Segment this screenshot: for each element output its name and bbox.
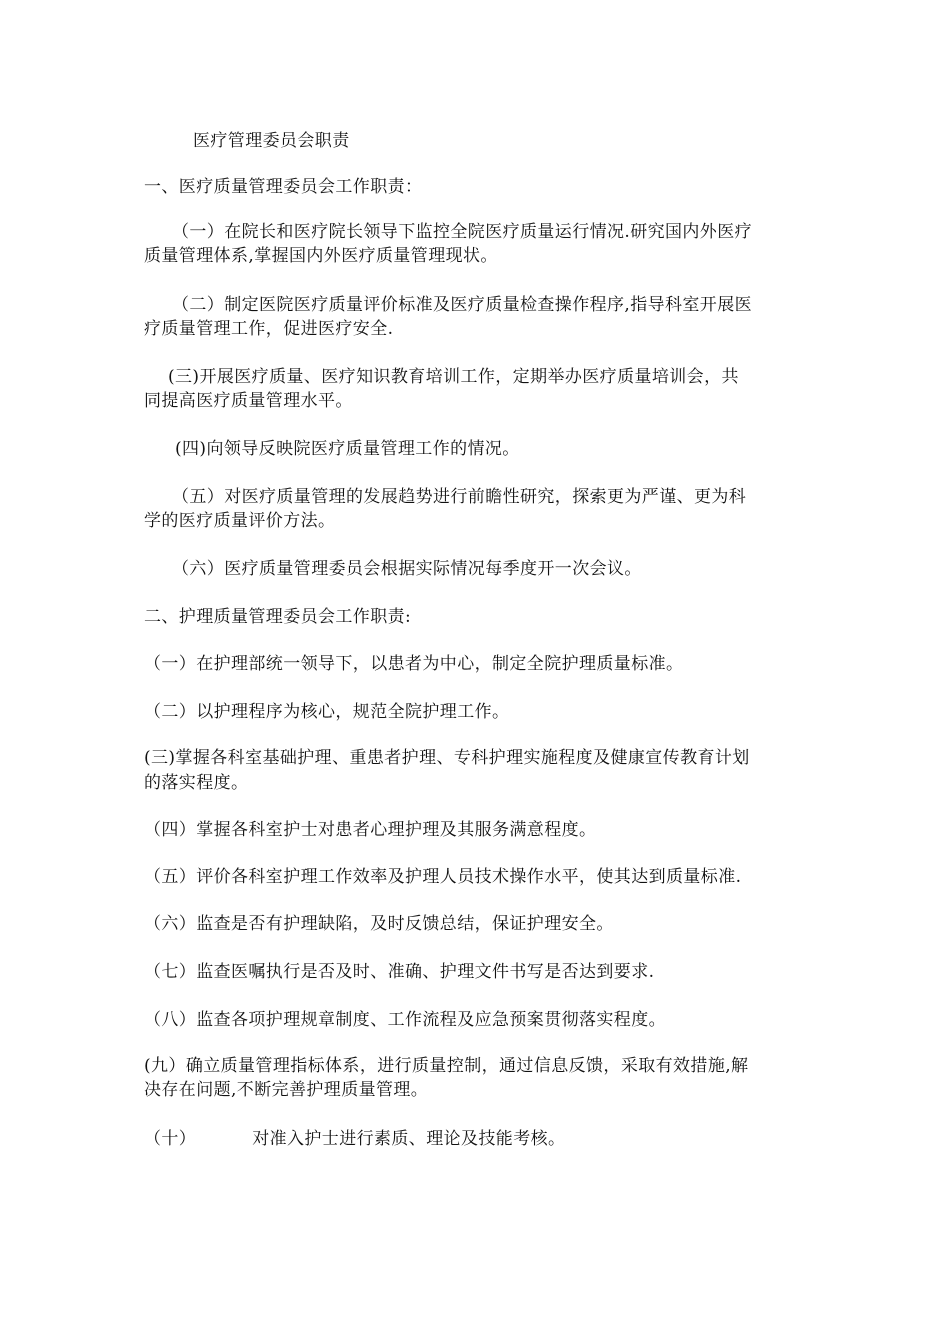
paragraph-line: （六）监查是否有护理缺陷，及时反馈总结，保证护理安全。 xyxy=(144,914,614,934)
paragraph-line: （五）对医疗质量管理的发展趋势进行前瞻性研究，探索更为严谨、更为科 xyxy=(172,487,747,507)
paragraph-line: （二）以护理程序为核心，规范全院护理工作。 xyxy=(144,702,510,722)
paragraph-line: （一）在护理部统一领导下，以患者为中心，制定全院护理质量标准。 xyxy=(144,654,684,674)
section-heading: 一、医疗质量管理委员会工作职责： xyxy=(144,177,423,197)
paragraph-line: 学的医疗质量评价方法。 xyxy=(144,511,336,531)
paragraph-line xyxy=(144,1126,565,1152)
paragraph-line: 的落实程度。 xyxy=(144,773,249,793)
paragraph-line: （七）监查医嘱执行是否及时、准确、护理文件书写是否达到要求. xyxy=(144,962,655,982)
paragraph-line: (三)掌握各科室基础护理、重患者护理、专科护理实施程度及健康宣传教育计划 xyxy=(144,748,750,768)
item-text: 对准入护士进行素质、理论及技能考核。 xyxy=(252,1129,566,1149)
paragraph-line: （八）监查各项护理规章制度、工作流程及应急预案贯彻落实程度。 xyxy=(144,1010,666,1030)
item-number: （十） xyxy=(144,1129,197,1149)
paragraph-line: （五）评价各科室护理工作效率及护理人员技术操作水平，使其达到质量标准. xyxy=(144,867,742,887)
paragraph-line: （一）在院长和医疗院长领导下监控全院医疗质量运行情况.研究国内外医疗 xyxy=(172,222,753,242)
paragraph-line: 质量管理体系,掌握国内外医疗质量管理现状。 xyxy=(144,246,498,266)
paragraph-line: 疗质量管理工作，促进医疗安全. xyxy=(144,319,394,339)
paragraph-line: (四)向领导反映院医疗质量管理工作的情况。 xyxy=(175,439,520,459)
paragraph-line: 决存在问题,不断完善护理质量管理。 xyxy=(144,1080,429,1100)
paragraph-line: (三)开展医疗质量、医疗知识教育培训工作，定期举办医疗质量培训会，共 xyxy=(168,367,739,387)
paragraph-line: （六）医疗质量管理委员会根据实际情况每季度开一次会议。 xyxy=(172,559,642,579)
paragraph-line: 同提高医疗质量管理水平。 xyxy=(144,391,353,411)
section-heading: 二、护理质量管理委员会工作职责: xyxy=(144,607,412,627)
document-title: 医疗管理委员会职责 xyxy=(193,131,350,151)
paragraph-line: （二）制定医院医疗质量评价标准及医疗质量检查操作程序,指导科室开展医 xyxy=(172,295,753,315)
paragraph-line: （四）掌握各科室护士对患者心理护理及其服务满意程度。 xyxy=(144,820,597,840)
paragraph-line: (九）确立质量管理指标体系，进行质量控制，通过信息反馈，采取有效措施,解 xyxy=(144,1056,749,1076)
